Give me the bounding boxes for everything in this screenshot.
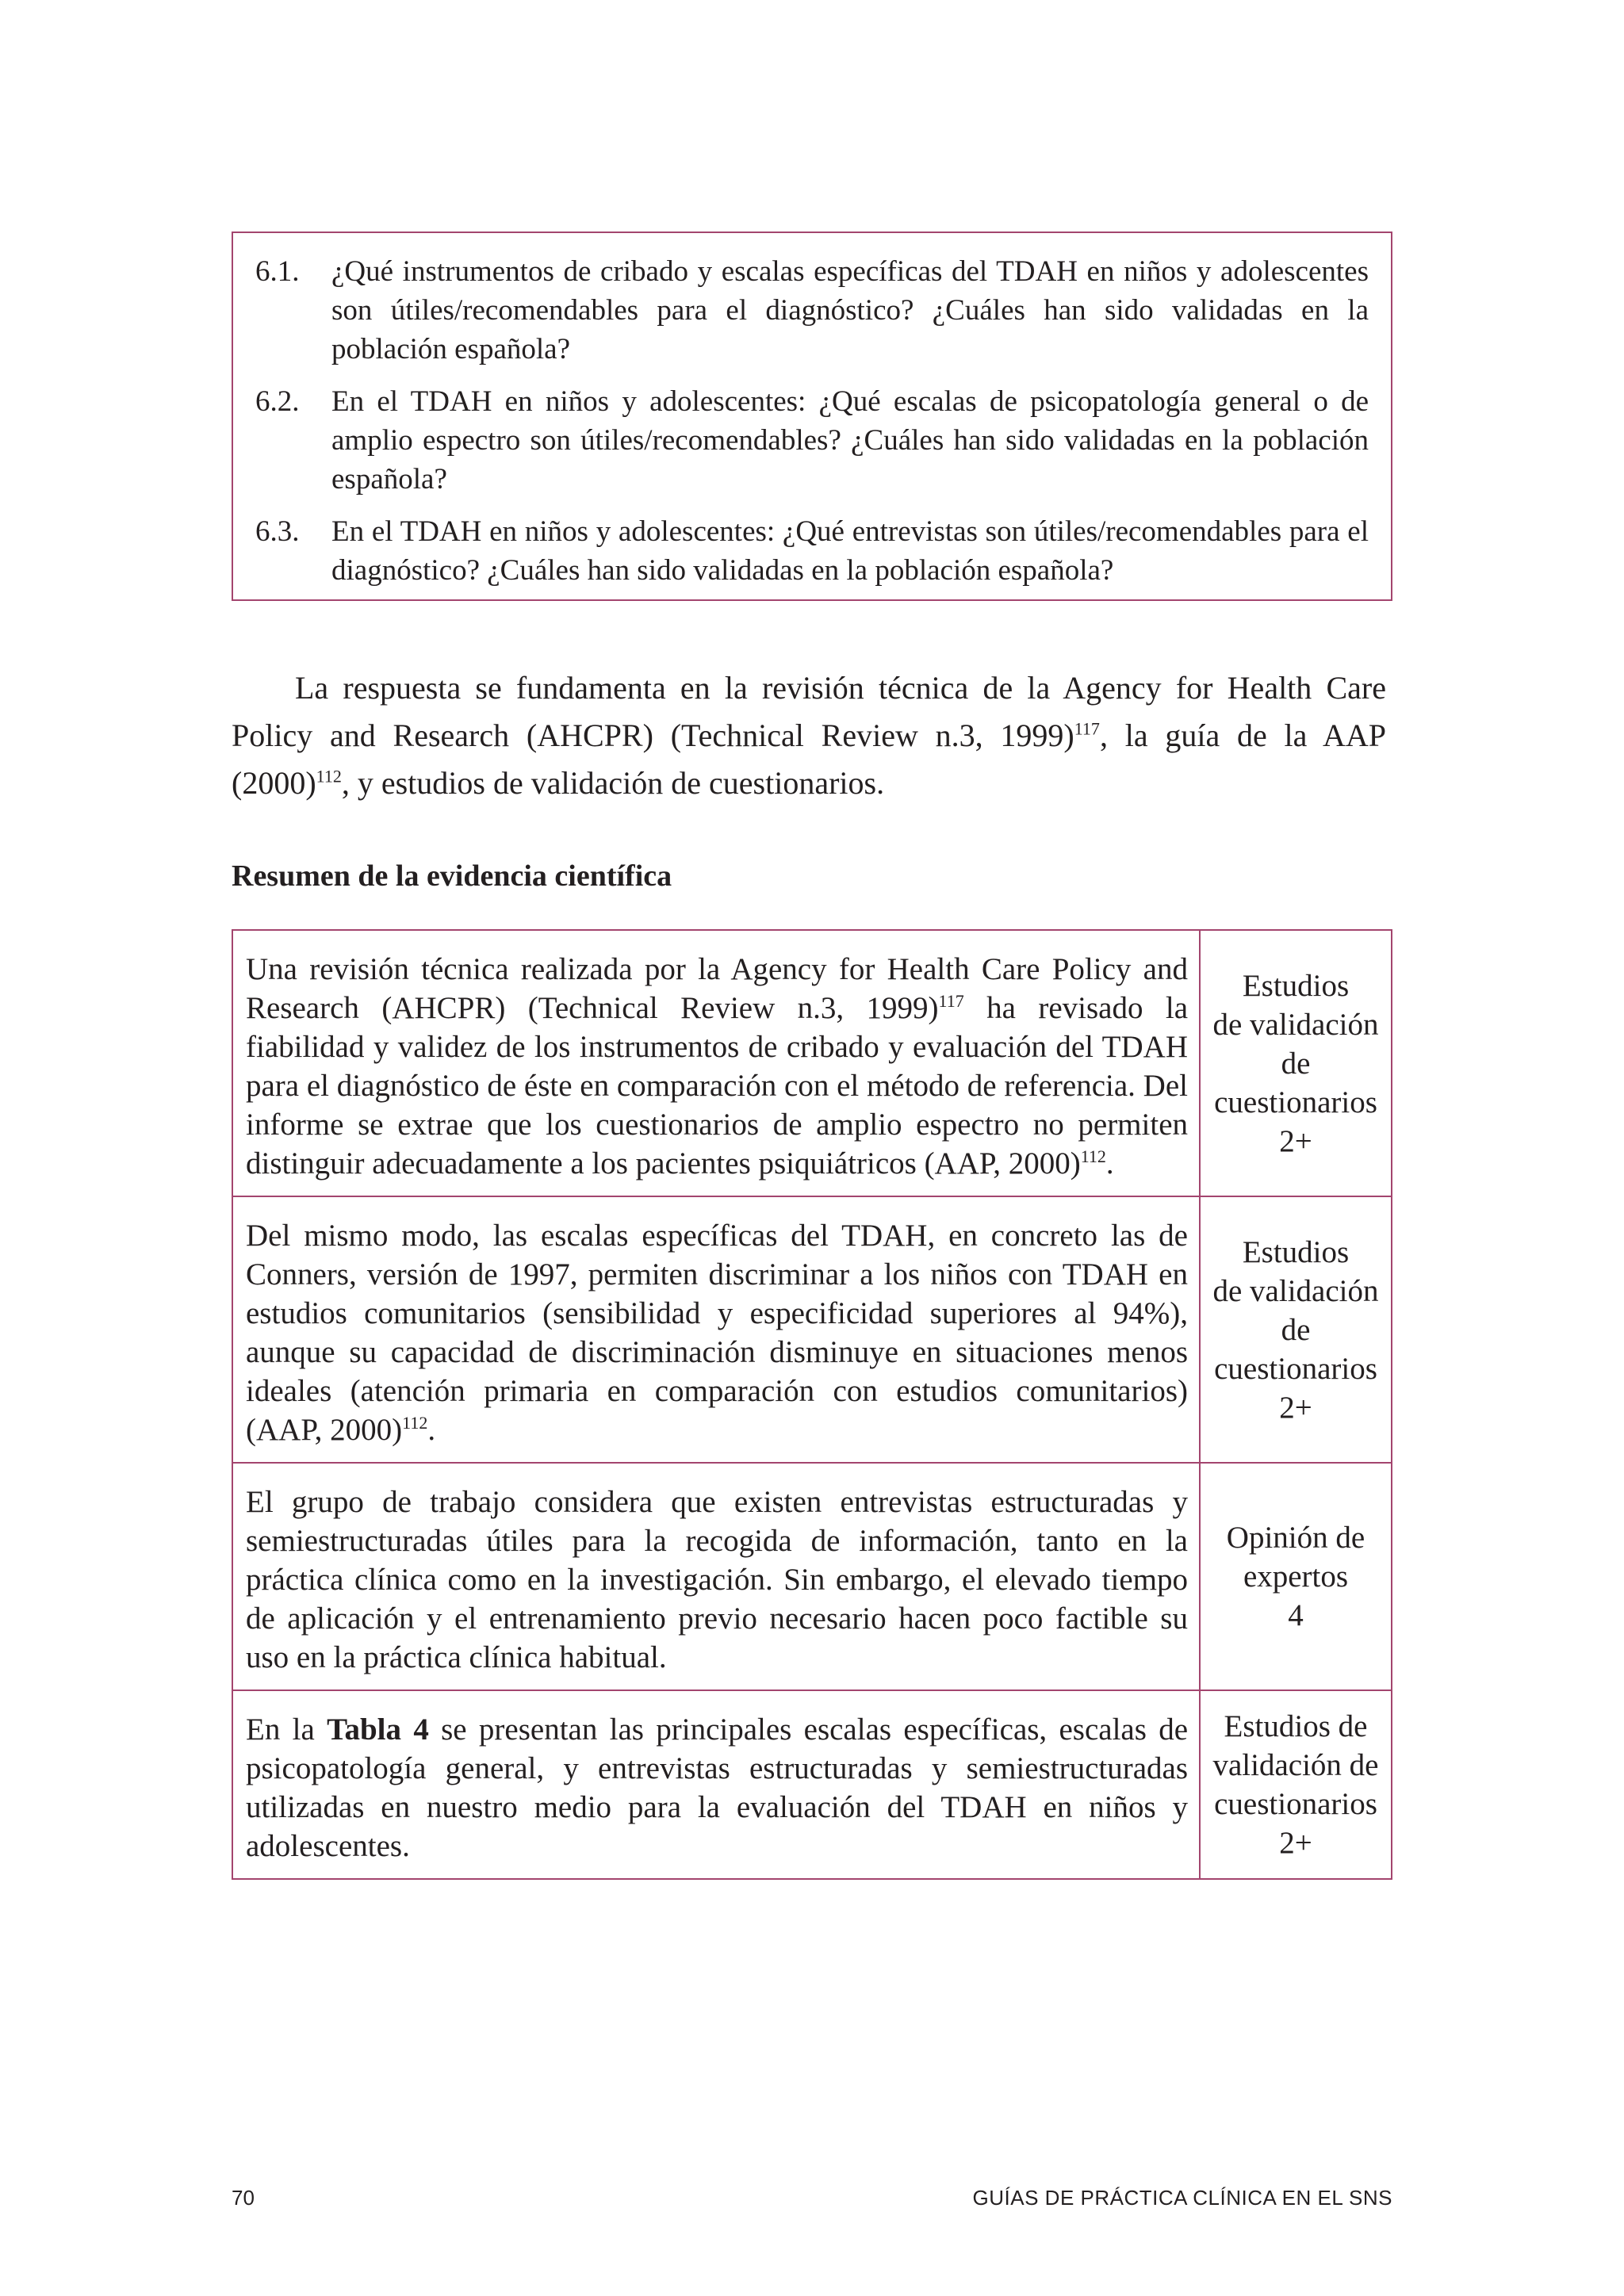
level-line: cuestionarios xyxy=(1214,1085,1377,1119)
section-heading: Resumen de la evidencia científica xyxy=(232,859,672,893)
level-line: expertos xyxy=(1243,1559,1349,1594)
level-line: Estudios de xyxy=(1224,1709,1368,1743)
level-grade: 4 xyxy=(1288,1598,1304,1632)
question-number: 6.3. xyxy=(255,515,300,548)
evidence-table xyxy=(232,929,1392,1880)
evidence-text xyxy=(232,1690,1200,1879)
evidence-row xyxy=(232,930,1392,1196)
intro-text: , y estudios de validación de cuestionarios. xyxy=(341,765,885,801)
level-line: Estudios xyxy=(1242,1234,1350,1269)
reference-superscript: 112 xyxy=(402,1413,428,1433)
evidence-text xyxy=(232,930,1200,1196)
level-line: cuestionarios xyxy=(1214,1351,1377,1386)
level-line: cuestionarios xyxy=(1214,1787,1377,1821)
question-text: En el TDAH en niños y adolescentes: ¿Qué entrevistas son útiles/recomendables para el diagnóstico? ¿Cuáles han sido validadas en la población española? xyxy=(331,515,1369,587)
evidence-row xyxy=(232,1463,1392,1690)
intro-paragraph xyxy=(232,664,1386,807)
intro-text: La respuesta se fundamenta en la revisión técnica de la Agency for Health Care Policy and Research (AHCPR) (Technical Review n.3, 1999) xyxy=(232,670,1386,753)
evidence-level xyxy=(1200,930,1392,1196)
question-item xyxy=(255,252,1369,369)
evidence-text-part: . xyxy=(1105,1146,1114,1181)
level-line: de xyxy=(1281,1046,1311,1081)
table-reference: Tabla 4 xyxy=(327,1712,429,1747)
level-grade: 2+ xyxy=(1279,1826,1312,1860)
evidence-level xyxy=(1200,1196,1392,1463)
level-line: de xyxy=(1281,1312,1311,1347)
level-line: Opinión de xyxy=(1226,1521,1365,1555)
evidence-text-part: se presentan las principales escalas específicas, escalas de psicopatología general, y entrevistas estructuradas y semiestructuradas utilizadas en nuestro medio para la evaluación del TDAH en niños y adolescentes. xyxy=(246,1712,1189,1863)
footer-title: GUÍAS DE PRÁCTICA CLÍNICA EN EL SNS xyxy=(972,2186,1392,2210)
evidence-text-part: Una revisión técnica realizada por la Agency for Health Care Policy and Research (AHCPR) (Technical Review n.3, 1999) xyxy=(246,952,1188,1025)
level-grade: 2+ xyxy=(1279,1123,1312,1158)
question-item xyxy=(255,382,1369,499)
level-line: validación de xyxy=(1212,1748,1379,1782)
page-number: 70 xyxy=(232,2186,255,2210)
level-line: de validación xyxy=(1212,1273,1379,1308)
evidence-level xyxy=(1200,1463,1392,1690)
question-item xyxy=(255,512,1369,590)
evidence-level xyxy=(1200,1690,1392,1879)
evidence-row xyxy=(232,1196,1392,1463)
question-number: 6.1. xyxy=(255,255,300,288)
question-text: ¿Qué instrumentos de cribado y escalas específicas del TDAH en niños y adolescentes son útiles/recomendables para el diagnóstico? ¿Cuáles han sido validadas en la población española? xyxy=(331,255,1369,365)
evidence-text xyxy=(232,1196,1200,1463)
level-grade: 2+ xyxy=(1279,1390,1312,1425)
reference-superscript: 117 xyxy=(1074,718,1100,739)
reference-superscript: 112 xyxy=(1080,1146,1106,1166)
evidence-text: El grupo de trabajo considera que existen entrevistas estructuradas y semiestructuradas útiles para la recogida de información, tanto en la práctica clínica como en la investigación. Sin embargo, el elevado tiempo de aplicación y el entrenamiento previo necesario hacen poco factible su uso en la práctica clínica habitual. xyxy=(232,1463,1200,1690)
clinical-questions-box xyxy=(232,232,1392,601)
question-number: 6.2. xyxy=(255,385,300,418)
reference-superscript: 117 xyxy=(938,991,964,1011)
evidence-text-part: En la xyxy=(246,1712,327,1747)
question-text: En el TDAH en niños y adolescentes: ¿Qué escalas de psicopatología general o de amplio espectro son útiles/recomendables? ¿Cuáles han sido validadas en la población española? xyxy=(331,385,1369,496)
reference-superscript: 112 xyxy=(316,766,342,786)
level-line: de validación xyxy=(1212,1007,1379,1042)
evidence-text-part: . xyxy=(427,1413,436,1447)
evidence-row xyxy=(232,1690,1392,1879)
level-line: Estudios xyxy=(1242,968,1350,1003)
evidence-text-part: ha revisado la fiabilidad y validez de los instrumentos de cribado y evaluación del TDAH para el diagnóstico de éste en comparación con el método de referencia. Del informe se extrae que los cuestionarios de amplio espectro no permiten distinguir adecuadamente a los pacientes psiquiátricos (AAP, 2000) xyxy=(246,991,1188,1181)
evidence-text-part: Del mismo modo, las escalas específicas del TDAH, en concreto las de Conners, versión de 1997, permiten discriminar a los niños con TDAH en estudios comunitarios (sensibilidad y especificidad superiores al 94%), aunque su capacidad de discriminación disminuye en situaciones menos ideales (atención primaria en comparación con estudios comunitarios) (AAP, 2000) xyxy=(246,1219,1188,1447)
intro-text: , la guía de la AAP (2000) xyxy=(232,718,1386,801)
